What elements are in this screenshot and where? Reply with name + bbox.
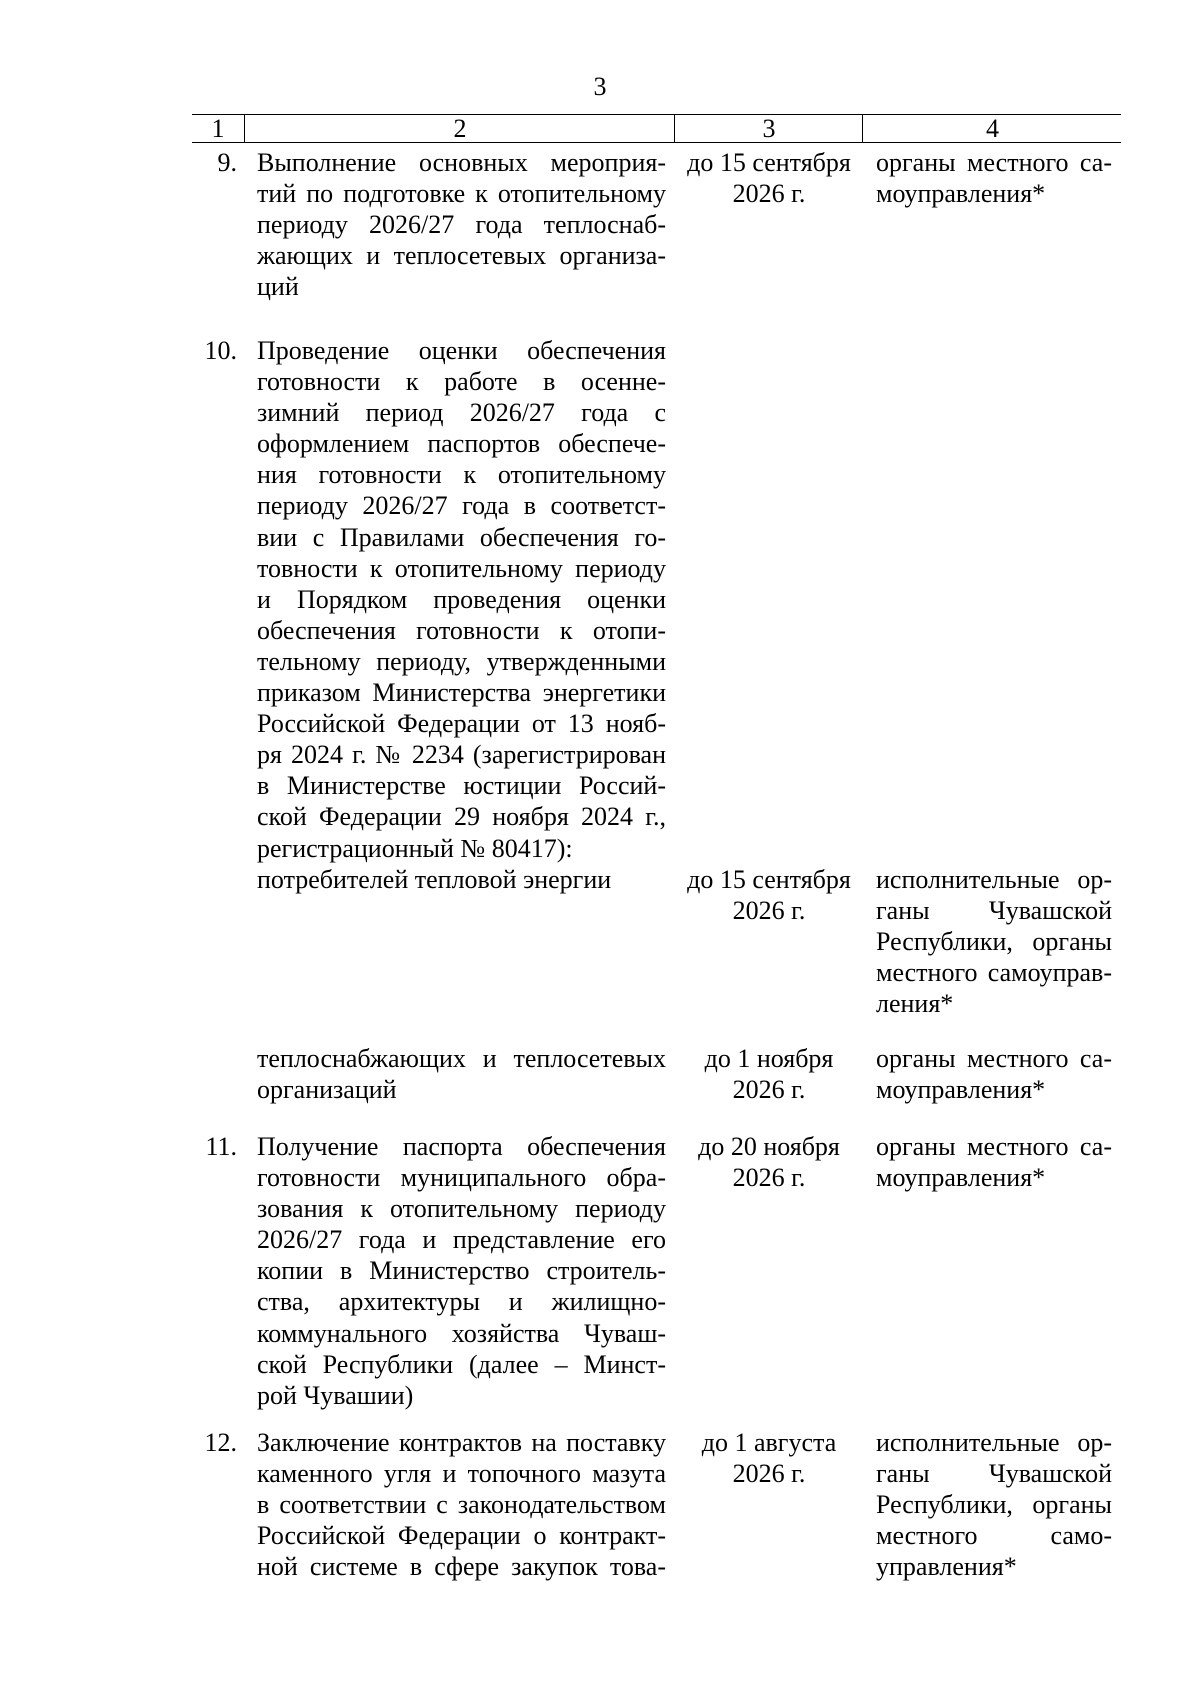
row-description: потребителей тепловой энергии — [257, 865, 612, 894]
row-description: теплоснабжающих и теплосетевых организаций — [257, 1044, 666, 1105]
row-description: Получение паспорта обеспечения готовности муниципального обра- зования к отопительному периоду 2026/27 года и представление его копии в Министерство строитель- ства, архитектуры и жилищно- коммунального хозяйства Чуваш- ской Республики (далее – Минст- рой Чувашии) — [257, 1132, 666, 1410]
row-deadline: до 15 сентября 2026 г. — [687, 865, 851, 926]
row-responsible: органы местного са- моуправления* — [876, 1132, 1112, 1193]
row-deadline: до 15 сентября 2026 г. — [687, 148, 851, 209]
row-number: 10. — [204, 336, 237, 365]
row-deadline: до 20 ноября 2026 г. — [698, 1132, 840, 1193]
header-col-4: 4 — [862, 115, 1122, 142]
row-description: Заключение контрактов на поставку каменного угля и топочного мазута в соответствии с законодательством Российской Федерации о контракт- ной системе в сфере закупок това- — [257, 1428, 666, 1582]
row-deadline: до 1 августа 2026 г. — [701, 1428, 837, 1489]
header-col-1: 1 — [211, 114, 225, 143]
row-responsible: исполнительные ор- ганы Чувашской Республики, органы местного само- управления* — [876, 1428, 1112, 1582]
page-number: 3 — [593, 72, 607, 101]
row-number: 12. — [204, 1428, 237, 1457]
header-col-2: 2 — [244, 115, 675, 142]
header-col-3: 3 — [674, 115, 863, 142]
row-responsible: исполнительные ор- ганы Чувашской Республики, органы местного самоуправ- ления* — [876, 865, 1112, 1019]
row-responsible: органы местного са- моуправления* — [876, 1044, 1112, 1105]
row-description: Выполнение основных мероприя- тий по подготовке к отопительному периоду 2026/27 года теплоснаб- жающих и теплосетевых организа- ций — [257, 148, 666, 302]
table-header — [192, 114, 1121, 143]
row-responsible: органы местного са- моуправления* — [876, 148, 1112, 209]
row-deadline: до 1 ноября 2026 г. — [704, 1044, 834, 1105]
row-description: Проведение оценки обеспечения готовности к работе в осенне- зимний период 2026/27 года с оформлением паспортов обеспече- ния готовности к отопительному периоду 2026/27 года в соответст- вии с Правилами обеспечения го- товности к отопительному периоду и Порядком проведения оценки обеспечения готовности к отопи- тельному периоду, утвержденными приказом Министерства энергетики Российской Федерации от 13 нояб- ря 2024 г. № 2234 (зарегистрирован в Министерстве юстиции Россий- ской Федерации 29 ноября 2024 г., регистрационный № 80417): — [257, 336, 666, 863]
row-number: 9. — [217, 148, 237, 177]
row-number: 11. — [205, 1132, 237, 1161]
